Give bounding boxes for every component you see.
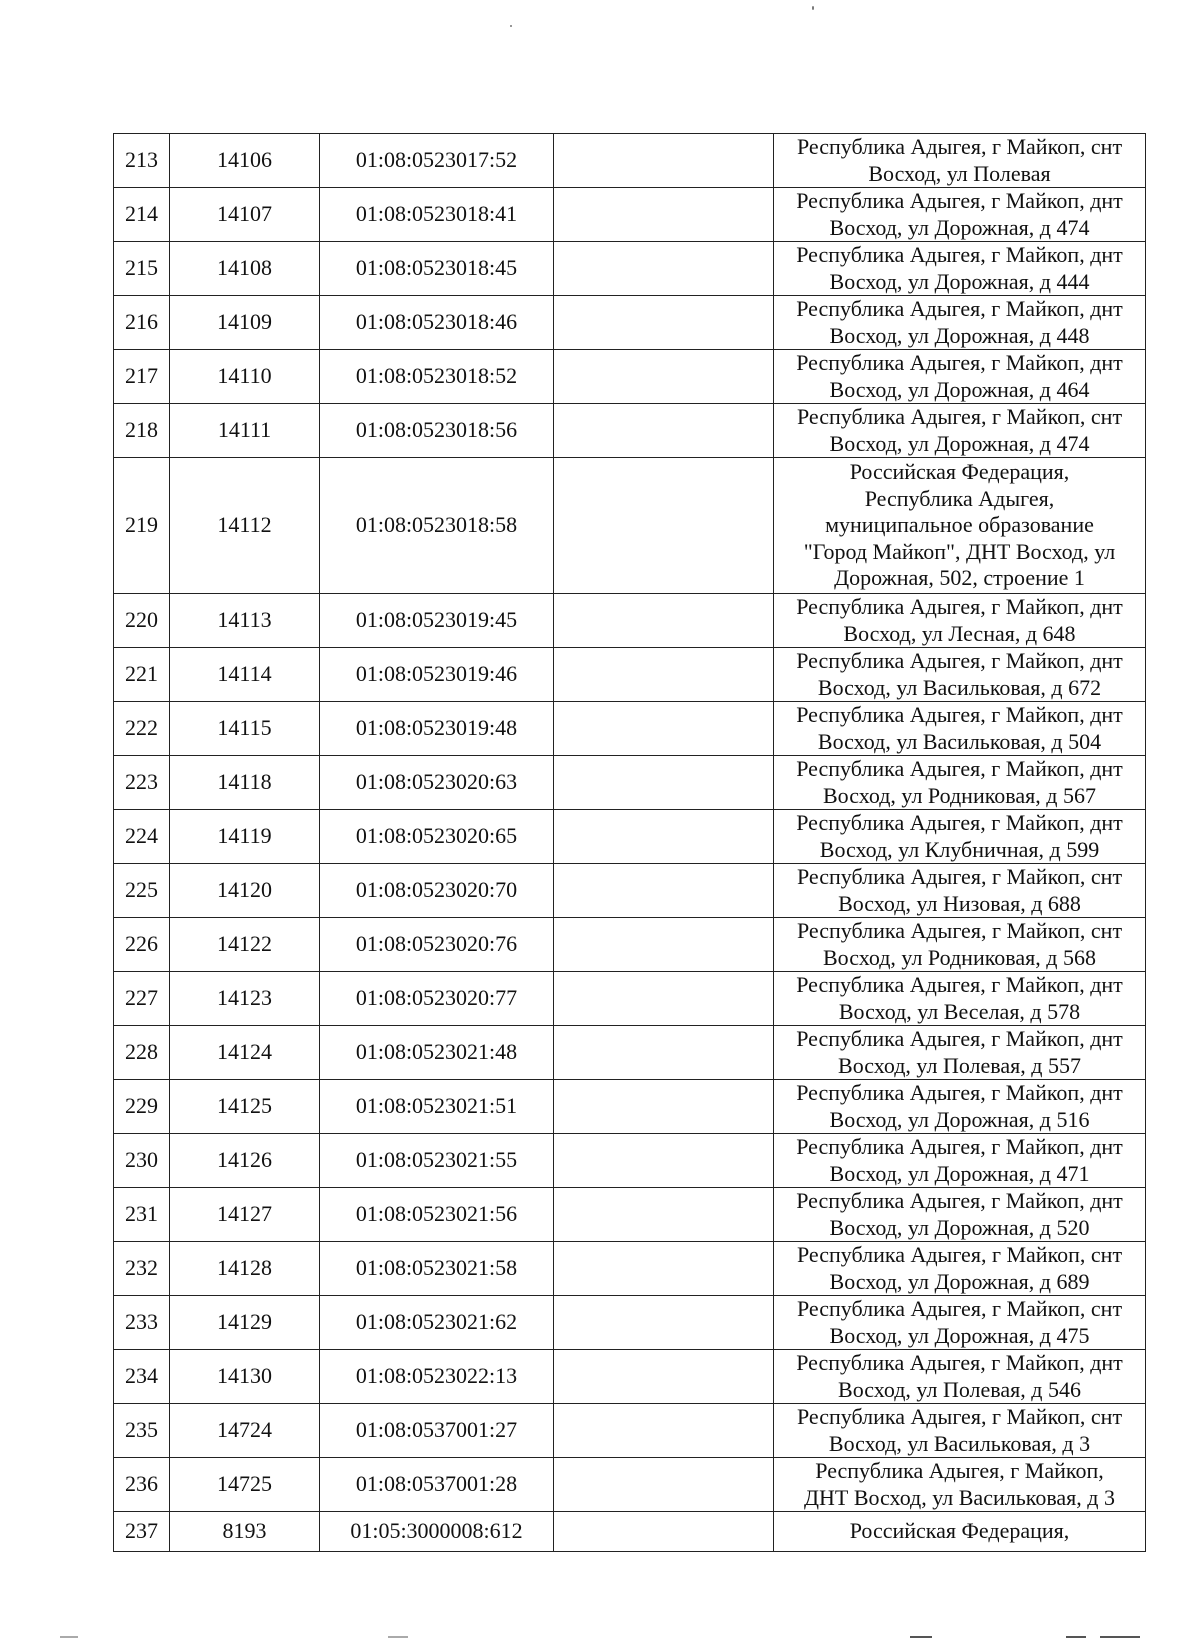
cell-cadastral-number: 01:08:0523020:76 [320,918,554,972]
cell-empty [554,458,774,594]
cell-address [774,1134,1146,1188]
cell-object-code: 14115 [170,702,320,756]
address-line: Российская Федерация, [849,459,1070,485]
address-line: Восход, ул Родниковая, д 567 [823,782,1096,808]
address-line: Республика Адыгея, г Майкоп, снт [796,134,1123,159]
cell-cadastral-number: 01:08:0523018:52 [320,350,554,404]
address-line: Республика Адыгея, г Майкоп, днт [796,242,1123,267]
cell-object-code: 14127 [170,1188,320,1242]
cell-empty [554,1080,774,1134]
cell-object-code: 14122 [170,918,320,972]
cell-row-number: 227 [114,972,170,1026]
cell-row-number: 226 [114,918,170,972]
table-row [114,458,1146,594]
cell-address [774,1512,1146,1552]
cell-object-code: 14113 [170,594,320,648]
cell-object-code: 14724 [170,1404,320,1458]
cell-object-code: 14124 [170,1026,320,1080]
address-line: Республика Адыгея, г Майкоп, снт [796,918,1123,943]
cell-empty [554,702,774,756]
address-line: ДНТ Восход, ул Васильковая, д 3 [804,1484,1115,1510]
cell-cadastral-number: 01:05:3000008:612 [320,1512,554,1552]
cell-address [774,756,1146,810]
table-row [114,350,1146,404]
cell-row-number: 231 [114,1188,170,1242]
cell-row-number: 217 [114,350,170,404]
cell-empty [554,918,774,972]
cell-empty [554,134,774,188]
cell-row-number: 214 [114,188,170,242]
cell-cadastral-number: 01:08:0523021:56 [320,1188,554,1242]
cell-empty [554,1242,774,1296]
table-row [114,404,1146,458]
address-line: Восход, ул Дорожная, д 474 [829,430,1090,456]
table-row [114,810,1146,864]
cell-object-code: 14108 [170,242,320,296]
cell-cadastral-number: 01:08:0523019:46 [320,648,554,702]
cell-cadastral-number: 01:08:0537001:28 [320,1458,554,1512]
cell-address [774,1242,1146,1296]
cell-address [774,188,1146,242]
cell-address [774,296,1146,350]
cell-object-code: 8193 [170,1512,320,1552]
cell-empty [554,594,774,648]
cell-address [774,1458,1146,1512]
address-line: муниципальное образование [825,512,1094,538]
cell-row-number: 224 [114,810,170,864]
scan-speck [812,6,814,10]
table-row [114,648,1146,702]
table-row [114,594,1146,648]
cell-object-code: 14110 [170,350,320,404]
address-line: Восход, ул Дорожная, д 689 [829,1268,1090,1294]
cell-cadastral-number: 01:08:0523020:63 [320,756,554,810]
address-line: Республика Адыгея, г Майкоп, днт [796,350,1123,375]
address-line: Республика Адыгея, г Майкоп, снт [796,864,1123,889]
table-row [114,134,1146,188]
cell-address [774,594,1146,648]
table-row [114,702,1146,756]
cell-row-number: 215 [114,242,170,296]
cell-cadastral-number: 01:08:0523018:46 [320,296,554,350]
address-line: Восход, ул Васильковая, д 672 [817,674,1102,700]
cell-empty [554,1512,774,1552]
address-line: Республика Адыгея, [864,485,1055,511]
cell-row-number: 232 [114,1242,170,1296]
cell-address [774,918,1146,972]
cell-empty [554,972,774,1026]
scan-artifact [388,1636,408,1638]
cell-empty [554,810,774,864]
cell-object-code: 14106 [170,134,320,188]
cell-object-code: 14129 [170,1296,320,1350]
address-line: Республика Адыгея, г Майкоп, днт [796,1350,1123,1375]
cell-cadastral-number: 01:08:0523018:56 [320,404,554,458]
cell-empty [554,756,774,810]
table-row [114,1350,1146,1404]
address-line: Восход, ул Дорожная, д 474 [829,214,1090,240]
address-line: Восход, ул Родниковая, д 568 [823,944,1096,970]
cell-empty [554,404,774,458]
address-line: Восход, ул Веселая, д 578 [838,998,1081,1024]
cell-address [774,972,1146,1026]
cell-cadastral-number: 01:08:0523021:55 [320,1134,554,1188]
cell-empty [554,242,774,296]
table-row [114,1134,1146,1188]
cell-cadastral-number: 01:08:0523020:70 [320,864,554,918]
cell-object-code: 14107 [170,188,320,242]
address-line: Восход, ул Полевая, д 557 [838,1052,1081,1078]
cell-object-code: 14111 [170,404,320,458]
cell-cadastral-number: 01:08:0523017:52 [320,134,554,188]
cell-object-code: 14112 [170,458,320,594]
cell-address [774,1188,1146,1242]
cell-row-number: 234 [114,1350,170,1404]
cell-cadastral-number: 01:08:0523022:13 [320,1350,554,1404]
cell-empty [554,350,774,404]
table-row [114,864,1146,918]
table-row [114,1080,1146,1134]
cell-address [774,1350,1146,1404]
cell-address [774,1296,1146,1350]
address-line: Республика Адыгея, г Майкоп, днт [796,1080,1123,1105]
scan-speck [510,25,512,27]
address-line: Восход, ул Низовая, д 688 [838,890,1081,916]
address-line: Республика Адыгея, г Майкоп, днт [796,1188,1123,1213]
cell-cadastral-number: 01:08:0523018:45 [320,242,554,296]
cell-cadastral-number: 01:08:0523021:62 [320,1296,554,1350]
cell-cadastral-number: 01:08:0523019:45 [320,594,554,648]
cell-row-number: 229 [114,1080,170,1134]
cell-row-number: 218 [114,404,170,458]
address-line: Восход, ул Дорожная, д 448 [829,322,1090,348]
cell-row-number: 222 [114,702,170,756]
land-plots-table [113,133,1146,1552]
cell-empty [554,648,774,702]
table-row [114,1458,1146,1512]
cell-empty [554,864,774,918]
cell-object-code: 14109 [170,296,320,350]
address-line: Дорожная, 502, строение 1 [834,565,1085,591]
address-line: Восход, ул Васильковая, д 504 [817,728,1102,754]
cell-address [774,134,1146,188]
table-body [114,134,1146,1552]
address-line: Республика Адыгея, г Майкоп, снт [796,1404,1123,1429]
table-row [114,188,1146,242]
table-row [114,972,1146,1026]
address-line: Восход, ул Дорожная, д 516 [829,1106,1090,1132]
scan-artifact [60,1636,78,1638]
address-line: Республика Адыгея, г Майкоп, днт [796,1026,1123,1051]
address-line: Республика Адыгея, г Майкоп, днт [796,702,1123,727]
table-row [114,1404,1146,1458]
cell-object-code: 14126 [170,1134,320,1188]
address-line: "Город Майкоп", ДНТ Восход, ул [803,538,1116,564]
cell-object-code: 14128 [170,1242,320,1296]
scan-artifact [910,1636,932,1638]
cell-object-code: 14125 [170,1080,320,1134]
cell-empty [554,296,774,350]
cell-address [774,648,1146,702]
cell-cadastral-number: 01:08:0523021:58 [320,1242,554,1296]
table-row [114,1512,1146,1552]
cell-row-number: 233 [114,1296,170,1350]
address-line: Республика Адыгея, г Майкоп, снт [796,1242,1123,1267]
table-row [114,1296,1146,1350]
cell-cadastral-number: 01:08:0537001:27 [320,1404,554,1458]
cell-object-code: 14119 [170,810,320,864]
table-row [114,918,1146,972]
scan-artifact [1100,1636,1140,1638]
cell-cadastral-number: 01:08:0523018:41 [320,188,554,242]
table-row [114,1242,1146,1296]
cell-address [774,1404,1146,1458]
address-line: Восход, ул Дорожная, д 520 [829,1214,1090,1240]
cell-row-number: 223 [114,756,170,810]
table-row [114,1026,1146,1080]
cell-row-number: 221 [114,648,170,702]
address-line: Восход, ул Полевая [868,160,1051,186]
address-line: Республика Адыгея, г Майкоп, днт [796,648,1123,673]
address-line: Республика Адыгея, г Майкоп, днт [796,594,1123,619]
address-line: Республика Адыгея, г Майкоп, [815,1458,1104,1483]
cell-cadastral-number: 01:08:0523020:65 [320,810,554,864]
address-line: Восход, ул Лесная, д 648 [843,620,1076,646]
cell-address [774,702,1146,756]
cell-row-number: 236 [114,1458,170,1512]
cell-empty [554,188,774,242]
cell-empty [554,1350,774,1404]
address-line: Российская Федерация, [849,1518,1070,1544]
address-line: Восход, ул Клубничная, д 599 [819,836,1100,862]
cell-object-code: 14130 [170,1350,320,1404]
address-line: Восход, ул Дорожная, д 444 [829,268,1090,294]
scan-artifact [1066,1636,1086,1638]
cell-empty [554,1404,774,1458]
cell-empty [554,1026,774,1080]
address-line: Восход, ул Дорожная, д 471 [829,1160,1090,1186]
table-row [114,242,1146,296]
cell-address [774,1080,1146,1134]
cell-cadastral-number: 01:08:0523019:48 [320,702,554,756]
cell-row-number: 225 [114,864,170,918]
address-line: Восход, ул Васильковая, д 3 [828,1430,1091,1456]
address-line: Республика Адыгея, г Майкоп, снт [796,1296,1123,1321]
cell-address [774,1026,1146,1080]
cell-row-number: 235 [114,1404,170,1458]
cell-address [774,242,1146,296]
address-line: Республика Адыгея, г Майкоп, днт [796,1134,1123,1159]
cell-cadastral-number: 01:08:0523021:48 [320,1026,554,1080]
cell-object-code: 14123 [170,972,320,1026]
cell-row-number: 219 [114,458,170,594]
address-line: Республика Адыгея, г Майкоп, снт [796,404,1123,429]
cell-address [774,864,1146,918]
cell-address [774,458,1146,594]
cell-row-number: 220 [114,594,170,648]
address-line: Восход, ул Дорожная, д 475 [829,1322,1090,1348]
table-row [114,296,1146,350]
address-line: Республика Адыгея, г Майкоп, днт [796,810,1123,835]
cell-cadastral-number: 01:08:0523021:51 [320,1080,554,1134]
cell-object-code: 14114 [170,648,320,702]
table-row [114,1188,1146,1242]
cell-empty [554,1188,774,1242]
address-line: Восход, ул Полевая, д 546 [838,1376,1081,1402]
cell-cadastral-number: 01:08:0523018:58 [320,458,554,594]
cell-object-code: 14725 [170,1458,320,1512]
cell-row-number: 237 [114,1512,170,1552]
cell-row-number: 228 [114,1026,170,1080]
cell-row-number: 213 [114,134,170,188]
address-line: Республика Адыгея, г Майкоп, днт [796,188,1123,213]
cell-object-code: 14118 [170,756,320,810]
address-line: Республика Адыгея, г Майкоп, днт [796,296,1123,321]
cell-address [774,810,1146,864]
address-line: Республика Адыгея, г Майкоп, днт [796,756,1123,781]
table-row [114,756,1146,810]
cell-cadastral-number: 01:08:0523020:77 [320,972,554,1026]
cell-address [774,350,1146,404]
cell-object-code: 14120 [170,864,320,918]
cell-row-number: 216 [114,296,170,350]
cell-empty [554,1296,774,1350]
cell-row-number: 230 [114,1134,170,1188]
cell-empty [554,1134,774,1188]
cell-empty [554,1458,774,1512]
address-line: Республика Адыгея, г Майкоп, днт [796,972,1123,997]
address-line: Восход, ул Дорожная, д 464 [829,376,1090,402]
cell-address [774,404,1146,458]
